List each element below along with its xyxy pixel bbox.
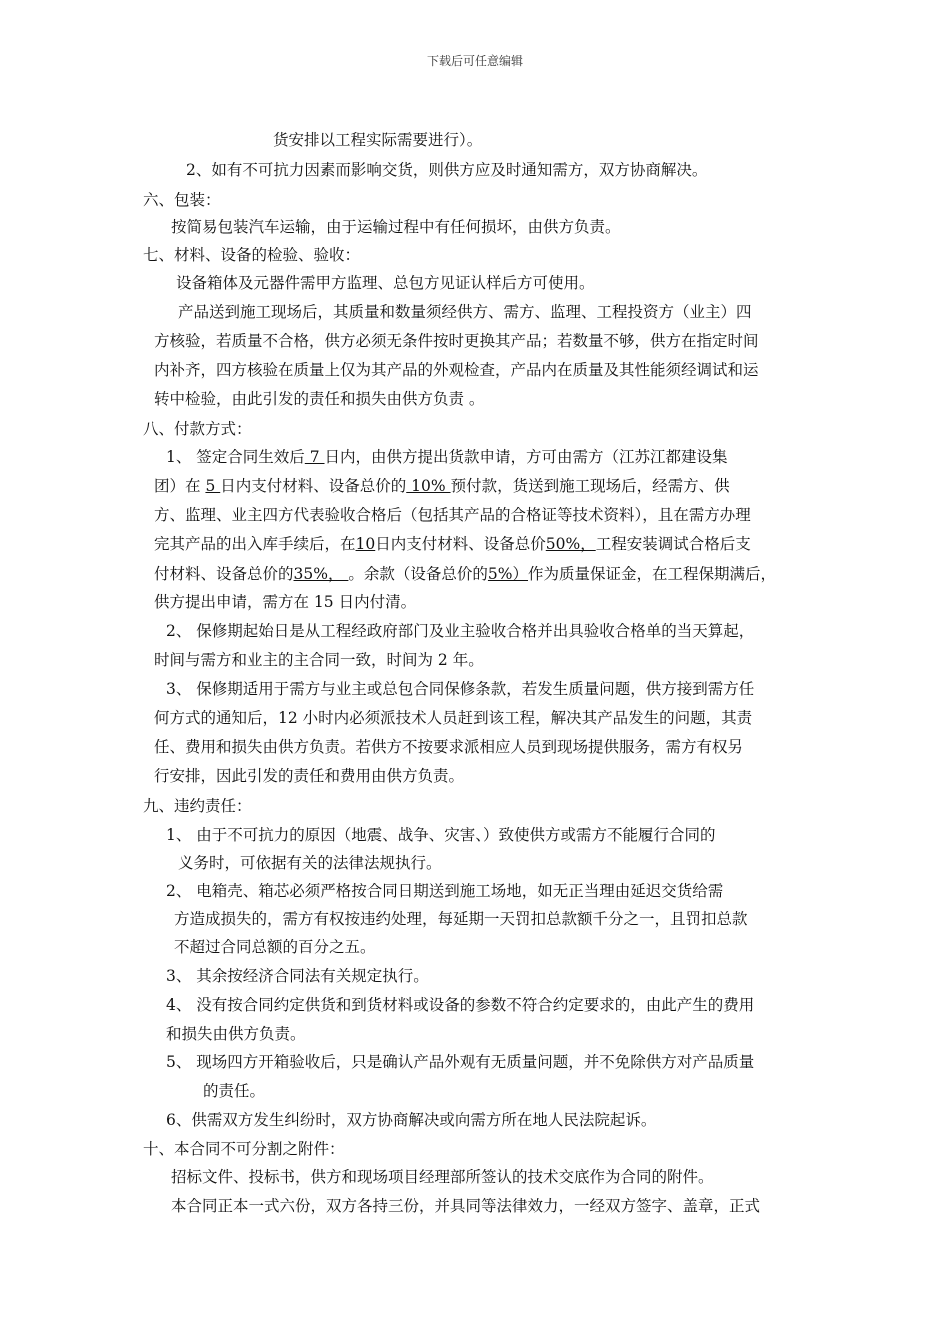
text-segment: 何方式的通知后，12 小时内必须派技术人员赶到该工程，解决其产品发生的问题，其责: [154, 709, 753, 727]
text-segment: 1、 由于不可抗力的原因（地震、战争、灾害、）致使供方或需方不能履行合同的: [166, 826, 716, 844]
text-line: [143, 245, 360, 265]
text-line: [154, 360, 759, 380]
text-segment: 的责任。: [203, 1082, 266, 1100]
text-line: [154, 592, 416, 612]
text-line: [166, 966, 429, 986]
text-segment: 完其产品的出入库手续后，在: [154, 535, 356, 553]
text-segment: 方、监理、业主四方代表验收合格后（包括其产品的合格证等技术资料），且在需方办理: [154, 506, 751, 524]
text-segment: 设备箱体及元器件需甲方监理、总包方见证认样后方可使用。: [176, 274, 595, 292]
text-line: [166, 1110, 656, 1130]
text-line: [154, 564, 776, 584]
text-segment: 不超过合同总额的百分之五。: [174, 938, 376, 956]
text-segment: 行安排，因此引发的责任和费用由供方负责。: [154, 767, 465, 785]
text-segment: 付材料、设备总价的: [154, 565, 294, 583]
text-segment: 1、 签定合同生效后: [166, 448, 305, 466]
text-line: [143, 419, 252, 439]
text-line: [166, 1024, 306, 1044]
text-line: [154, 331, 759, 351]
text-segment: 内补齐，四方核验在质量上仅为其产品的外观检查，产品内在质量及其性能须经调试和运: [154, 361, 759, 379]
text-line: [143, 190, 221, 210]
text-line: [178, 302, 752, 322]
text-segment: 六、包装：: [143, 191, 221, 209]
text-segment: 七、材料、设备的检验、验收：: [143, 246, 361, 264]
filled-blank: 10%: [406, 477, 451, 495]
text-segment: 2、 电箱壳、箱芯必须严格按合同日期送到施工场地，如无正当理由延迟交货给需: [166, 882, 724, 900]
text-line: [154, 708, 752, 728]
text-segment: 本合同正本一式六份，双方各持三份，并具同等法律效力，一经双方签字、盖章，正式: [171, 1197, 761, 1215]
filled-blank: 7: [304, 448, 325, 466]
text-segment: 义务时，可依据有关的法律法规执行。: [178, 854, 442, 872]
text-segment: 5、 现场四方开箱验收后，只是确认产品外观有无质量问题，并不免除供方对产品质量: [166, 1053, 755, 1071]
text-segment: 6、供需双方发生纠纷时，双方协商解决或向需方所在地人民法院起诉。: [166, 1111, 657, 1129]
text-segment: 2、如有不可抗力因素而影响交货，则供方应及时通知需方，双方协商解决。: [186, 161, 708, 179]
text-segment: 日内，由供方提出货款申请，方可由需方（江苏江都建设集: [324, 448, 728, 466]
text-line: [166, 1052, 754, 1072]
text-line: [166, 825, 716, 845]
filled-blank: 50%，: [545, 535, 596, 553]
text-line: [171, 1167, 714, 1187]
text-segment: 日内支付材料、设备总价: [375, 535, 546, 553]
text-segment: 产品送到施工现场后，其质量和数量须经供方、需方、监理、工程投资方（业主）四: [178, 303, 752, 321]
text-segment: 十、本合同不可分割之附件：: [143, 1140, 345, 1158]
text-segment: 转中检验，由此引发的责任和损失由供方负责 。: [154, 390, 485, 408]
filled-blank: 5: [205, 477, 221, 495]
text-segment: 任、费用和损失由供方负责。若供方不按要求派相应人员到现场提供服务，需方有权另: [154, 738, 744, 756]
text-line: [186, 160, 707, 180]
text-line: [154, 389, 484, 409]
text-segment: 招标文件、投标书，供方和现场项目经理部所签认的技术交底作为合同的附件。: [171, 1168, 714, 1186]
text-line: [166, 679, 754, 699]
filled-blank: 10: [355, 535, 376, 553]
text-line: [154, 737, 743, 757]
text-segment: 方造成损失的，需方有权按违约处理，每延期一天罚扣总款额千分之一，且罚扣总款: [174, 910, 748, 928]
text-line: [154, 505, 751, 525]
text-segment: 方核验，若质量不合格，供方必须无条件按时更换其产品；若数量不够，供方在指定时间: [154, 332, 759, 350]
text-segment: 团）在: [154, 477, 206, 495]
text-line: [174, 909, 748, 929]
text-segment: 4、 没有按合同约定供货和到货材料或设备的参数不符合约定要求的，由此产生的费用: [166, 996, 755, 1014]
text-segment: 供方提出申请，需方在 15 日内付清。: [154, 593, 417, 611]
text-segment: 3、 保修期适用于需方与业主或总包合同保修条款，若发生质量问题，供方接到需方任: [166, 680, 755, 698]
text-segment: 按简易包装汽车运输，由于运输过程中有任何损坏，由供方负责。: [171, 218, 621, 236]
text-segment: 日内支付材料、设备总价的: [220, 477, 407, 495]
text-line: [166, 995, 754, 1015]
text-segment: 八、付款方式：: [143, 420, 252, 438]
text-line: [166, 621, 754, 641]
text-segment: 九、违约责任：: [143, 797, 252, 815]
text-segment: 预付款，货送到施工现场后，经需方、供: [450, 477, 730, 495]
text-line: [171, 217, 621, 237]
text-line: [171, 1196, 760, 1216]
filled-blank: 35%，: [293, 565, 349, 583]
text-segment: 工程安装调试合格后支: [595, 535, 751, 553]
filled-blank: 5%）: [487, 565, 529, 583]
text-line: [154, 534, 751, 554]
text-segment: 作为质量保证金，在工程保期满后，: [528, 565, 777, 583]
text-line: [174, 937, 376, 957]
text-line: [154, 766, 464, 786]
text-segment: 时间与需方和业主的主合同一致，时间为 2 年。: [154, 651, 484, 669]
text-line: [143, 1139, 345, 1159]
text-line: [273, 130, 482, 150]
text-line: [166, 881, 723, 901]
text-line: [178, 853, 442, 873]
text-line: [154, 476, 730, 496]
text-segment: 。余款（设备总价的: [348, 565, 488, 583]
page-header: 下载后可任意编辑: [426, 54, 523, 68]
text-line: [176, 273, 595, 293]
text-line: [154, 650, 484, 670]
text-line: [143, 796, 252, 816]
text-segment: 2、 保修期起始日是从工程经政府部门及业主验收合格并出具验收合格单的当天算起，: [166, 622, 755, 640]
text-segment: 货安排以工程实际需要进行）。: [273, 131, 483, 149]
text-line: [203, 1081, 265, 1101]
text-segment: 和损失由供方负责。: [166, 1025, 306, 1043]
text-line: [166, 447, 728, 467]
text-segment: 3、 其余按经济合同法有关规定执行。: [166, 967, 429, 985]
